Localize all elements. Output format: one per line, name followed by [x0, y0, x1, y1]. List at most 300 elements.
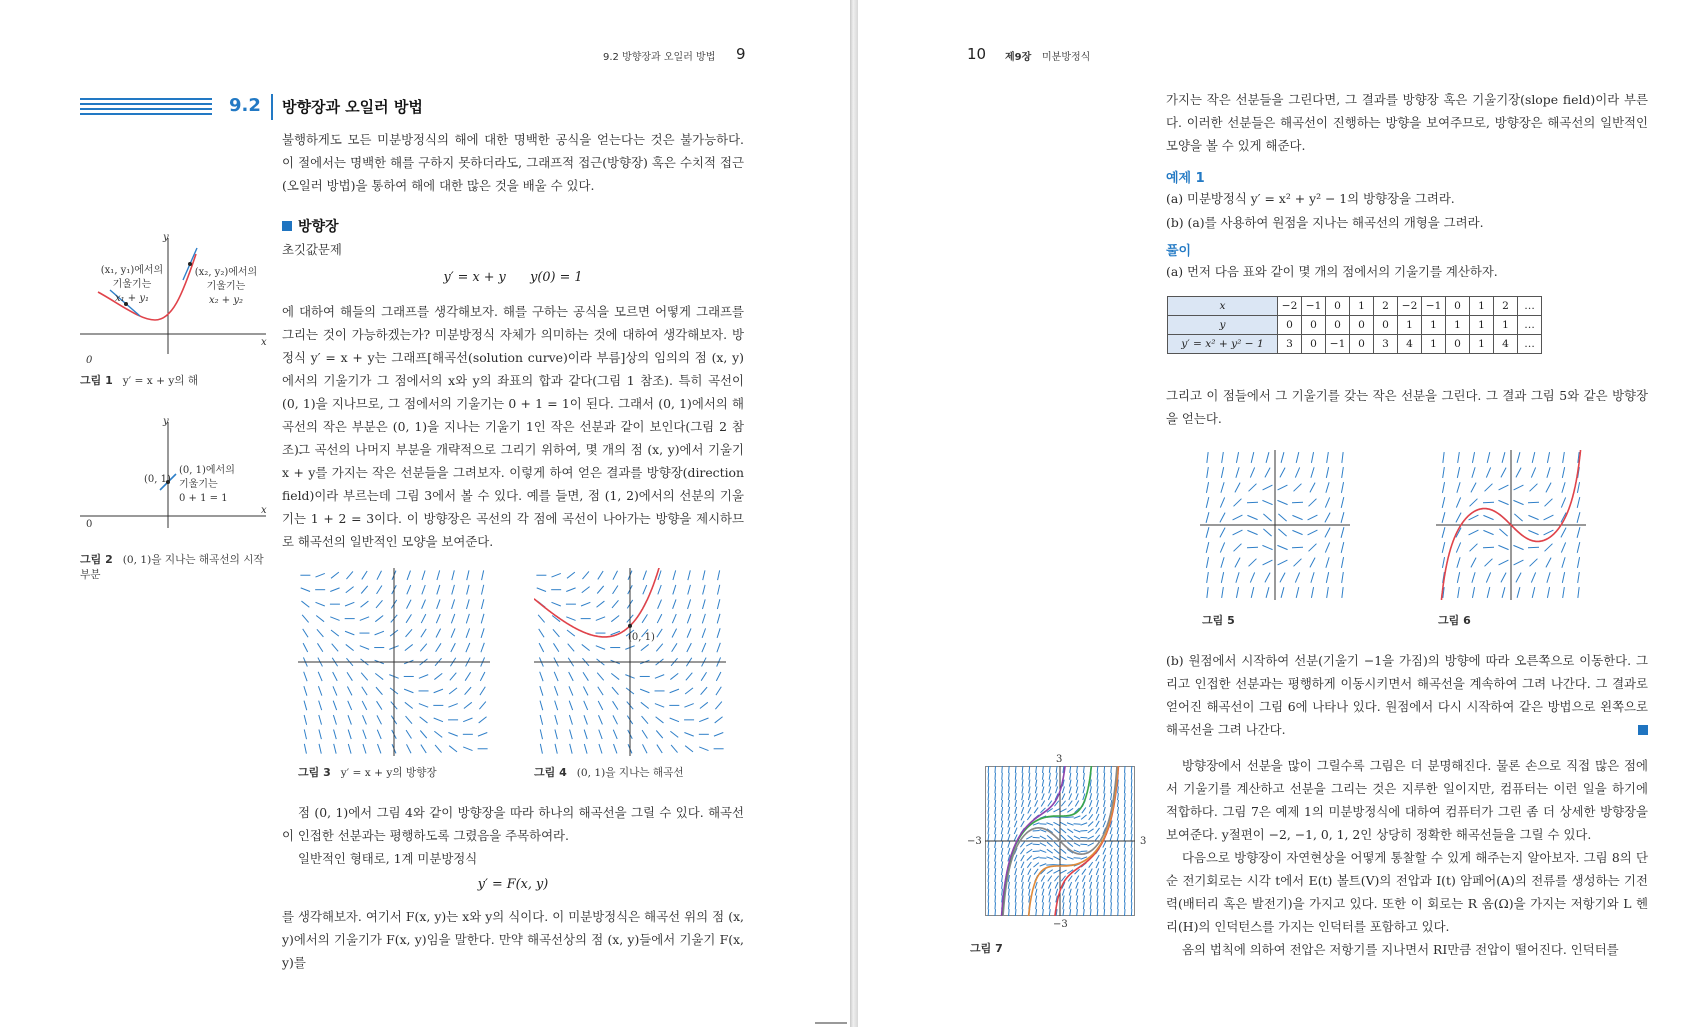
slope-segment	[1056, 780, 1058, 787]
slope-segment	[464, 702, 472, 708]
slope-segment	[422, 570, 425, 580]
slope-segment	[1486, 572, 1490, 582]
table-cell: 2	[1374, 297, 1398, 316]
slope-segment	[1577, 512, 1580, 523]
solution-part-b: (b) 원점에서 시작하여 선분(기울기 −1을 가짐)의 방향에 따라 오른쪽으로 이동한다. 그리고 인접한 선분과는 평행하게 이동시키면서 해곡선을 계속하여 그려 나간다. 그 결과로 얻어진 해곡선이 그림 6에 나타나 있다. 원점에서 다시 시작하여 같은 방법으로 왼쪽으로 해곡선을 그려 나간다.	[1166, 653, 1648, 737]
slope-segment	[1250, 572, 1254, 582]
slope-segment	[1110, 834, 1112, 841]
slope-segment	[1131, 807, 1132, 814]
slope-segment	[1514, 514, 1522, 521]
slope-segment	[1009, 909, 1010, 916]
slope-segment	[1015, 766, 1016, 773]
slope-segment	[451, 643, 456, 652]
table-cell: 0	[1326, 316, 1350, 335]
slope-segment	[1124, 807, 1125, 814]
slope-segment	[1577, 482, 1579, 493]
slope-segment	[642, 744, 647, 753]
slope-segment	[1296, 587, 1299, 598]
slope-segment	[1292, 530, 1302, 534]
slope-segment	[1472, 452, 1474, 463]
table-cell: 0	[1278, 316, 1302, 335]
slope-segment	[317, 643, 322, 651]
slope-segment	[1060, 822, 1066, 825]
slope-segment	[1118, 889, 1119, 896]
slope-segment	[1075, 800, 1079, 806]
slope-segment	[642, 730, 647, 738]
slope-segment	[1069, 793, 1072, 799]
table-cell: −1	[1422, 297, 1446, 316]
slope-segment	[1472, 572, 1475, 583]
slope-segment	[1471, 558, 1476, 568]
slope-segment	[1022, 780, 1023, 787]
slope-segment	[584, 715, 587, 724]
slope-segment	[1443, 452, 1444, 463]
slope-segment	[582, 644, 590, 650]
slope-segment	[1104, 909, 1105, 916]
slope-segment	[1076, 882, 1079, 889]
slope-segment	[1033, 857, 1040, 859]
slope-segment	[699, 747, 708, 751]
slope-segment	[348, 715, 351, 724]
slope-segment	[995, 875, 996, 882]
slope-segment	[641, 702, 649, 708]
slope-segment	[1029, 780, 1030, 787]
slope-segment	[1089, 814, 1093, 820]
slope-segment	[1131, 780, 1132, 787]
figure-2-y-axis: y	[163, 416, 169, 427]
slope-segment	[1563, 452, 1565, 463]
slope-segment	[1053, 809, 1059, 812]
slope-segment	[362, 687, 367, 695]
slope-segment	[1124, 895, 1125, 902]
slope-segment	[1041, 875, 1045, 881]
slope-segment	[1578, 572, 1580, 583]
slope-segment	[1499, 529, 1507, 536]
table-cell: 1	[1422, 316, 1446, 335]
slope-segment	[555, 715, 558, 725]
slope-segment	[1117, 807, 1118, 814]
slope-segment	[304, 744, 306, 754]
slope-segment	[361, 586, 367, 594]
slope-segment	[1021, 807, 1023, 814]
slope-segment	[1048, 876, 1052, 882]
slope-segment	[333, 715, 336, 725]
slope-segment	[540, 729, 542, 739]
slope-segment	[1021, 814, 1024, 820]
slope-segment	[1131, 848, 1132, 855]
slope-segment	[318, 686, 321, 695]
paragraph-1: 에 대하여 해들의 그래프를 생각해보자. 해를 구하는 공식을 모르면 어떻게 그래프를 그리는 것이 가능하겠는가? 미분방정식 자체가 의미하는 것에 대하여 생각해보자. 방정식 y′ = x + y는 그래프[해곡선(solution curve)이라 부름]상의 임의의 점 (x, y)에서의 기울기가 그 점에서의 x와 y의 좌표의 합과 같다(그림 1 참조). 특히 곡선이 (0, 1)을 지나므로, 그 점에서의 기울기는 0 + 1 = 1이 된다. 그래서 (0, 1)에서의 해곡선의 작은 부분은 (0, 1)을 지나는 기울기 1인 작은 선분과 같이 보인다(그림 2 참조).	[282, 304, 744, 457]
slope-segment	[1046, 857, 1053, 859]
slope-segment	[1081, 823, 1088, 825]
slope-segment	[566, 617, 575, 621]
slope-segment	[1325, 528, 1330, 538]
square-bullet-icon	[282, 221, 292, 231]
slope-segment	[1342, 467, 1344, 478]
slope-segment	[345, 631, 354, 635]
slope-segment	[1310, 483, 1315, 493]
figure-1-note-left: (x₁, y₁)에서의 기울기는 x₁ + y₁	[100, 265, 164, 304]
slope-segment	[449, 746, 457, 752]
slope-segment	[1089, 807, 1092, 813]
slope-segment	[1251, 587, 1254, 598]
slope-segment	[449, 688, 457, 694]
slope-segment	[1236, 572, 1239, 583]
slope-segment	[330, 617, 339, 621]
slope-segment	[1063, 896, 1065, 903]
slope-segment	[1514, 560, 1524, 565]
slope-segment	[348, 744, 351, 754]
slope-segment	[700, 702, 708, 708]
table-row	[1168, 316, 1542, 335]
slope-segment	[319, 701, 322, 711]
figure-7-caption: 그림 7	[970, 942, 1003, 955]
slope-segment	[1033, 851, 1040, 852]
slope-segment	[1341, 542, 1344, 553]
slope-segment	[687, 628, 691, 637]
slope-segment	[1110, 868, 1111, 875]
slope-segment	[1008, 814, 1010, 821]
figure-4-caption: 그림 4 (0, 1)을 지나는 해곡선	[534, 766, 684, 779]
table-cell: −1	[1302, 297, 1326, 316]
slope-segment	[1561, 497, 1565, 507]
slope-segment	[539, 629, 544, 637]
slope-segment	[1103, 807, 1105, 814]
slope-segment	[436, 643, 441, 651]
slope-segment	[360, 617, 369, 621]
slope-segment	[988, 786, 989, 793]
slope-segment	[1498, 545, 1508, 549]
slope-segment	[1042, 896, 1043, 903]
slope-segment	[1103, 855, 1106, 862]
slope-segment	[1015, 780, 1016, 787]
slope-segment	[584, 744, 587, 754]
figure-7-left-label: −3	[967, 836, 982, 847]
slope-segment	[1117, 848, 1119, 855]
slope-segment	[1104, 786, 1105, 793]
slope-segment	[1117, 814, 1118, 821]
slope-segment	[480, 672, 485, 681]
slope-segment	[1049, 909, 1050, 916]
slope-segment	[988, 820, 989, 827]
solution-label: 풀이	[1166, 244, 1192, 259]
slope-segment	[1096, 814, 1099, 820]
slope-segment	[1118, 895, 1119, 902]
slope-segment	[463, 747, 472, 751]
slope-segment	[1131, 841, 1132, 848]
slope-segment	[1028, 793, 1030, 800]
slope-segment	[1513, 500, 1523, 504]
slope-segment	[1047, 849, 1053, 853]
slope-segment	[1341, 482, 1343, 493]
figure-2-caption: 그림 2 (0, 1)을 지나는 해곡선의 시작 부분	[80, 553, 264, 581]
figure-3-direction-field	[298, 568, 490, 756]
slope-segment	[995, 902, 996, 909]
slope-table	[1167, 296, 1542, 354]
slope-segment	[361, 601, 369, 607]
slope-segment	[1042, 902, 1043, 909]
slope-segment	[304, 672, 307, 681]
slope-segment	[995, 848, 996, 855]
intro-paragraph: 불행하게도 모든 미분방정식의 해에 대한 명백한 공식을 얻는다는 것은 불가능하다. 이 절에서는 명백한 해를 구하지 못하더라도, 그래프적 접근(방향장) 혹은 수치적 접근(오일러 방법)을 통하여 해에 대한 많은 것을 배울 수 있다.	[282, 132, 744, 193]
slope-segment	[481, 585, 483, 595]
slope-segment	[1124, 902, 1125, 909]
paragraph-2: 그 곡선의 나머지 부분을 개략적으로 그리기 위하여, 몇 개의 점 (x, y)에서 기울기 x + y를 가지는 작은 선분들을 그려보자. 이렇게 하여 얻은 결과를 방향장(direction field)이라 부르는데 그림 3에서 볼 수 있다. 예를 들면, 점 (1, 2)에서의 선분의 기울기는 1 + 2 = 3이다. 이 방향장은 곡선의 각 점에 곡선이 나아가는 방향을 제시하므로 해곡선의 일반적인 모양을 보여준다.	[282, 442, 744, 549]
slope-segment	[360, 646, 369, 650]
slope-segment	[1002, 800, 1003, 807]
slope-segment	[1110, 855, 1112, 862]
slope-segment	[672, 643, 677, 651]
slope-segment	[1577, 542, 1580, 553]
slope-segment	[422, 585, 425, 594]
slope-segment	[1311, 452, 1313, 463]
slope-segment	[1118, 786, 1119, 793]
slope-segment	[302, 615, 308, 623]
slope-segment	[1499, 560, 1509, 565]
slope-segment	[1041, 800, 1045, 806]
slope-segment	[1077, 766, 1078, 773]
slope-segment	[1008, 848, 1010, 855]
slope-segment	[1104, 793, 1105, 800]
slope-segment	[377, 571, 382, 580]
slope-segment	[1263, 485, 1273, 490]
slope-segment	[1206, 497, 1209, 508]
slope-segment	[1014, 821, 1017, 828]
slope-segment	[406, 614, 411, 622]
slope-segment	[1486, 467, 1490, 477]
slope-segment	[1517, 587, 1520, 598]
slope-segment	[1054, 829, 1059, 833]
slope-segment	[1070, 773, 1071, 780]
slope-segment	[1457, 557, 1460, 568]
slope-segment	[1069, 896, 1071, 903]
slope-segment	[448, 704, 457, 708]
slope-segment	[452, 570, 454, 580]
slope-segment	[540, 672, 543, 681]
slope-segment	[450, 673, 456, 681]
slope-segment	[1069, 787, 1071, 794]
slope-segment	[611, 616, 619, 622]
slope-segment	[702, 614, 705, 624]
table-cell: 0	[1326, 297, 1350, 316]
slope-segment	[406, 730, 411, 738]
slope-segment	[1054, 876, 1058, 881]
slope-segment	[319, 715, 322, 725]
slope-segment	[553, 643, 558, 651]
slope-segment	[1131, 895, 1132, 902]
slope-segment	[420, 644, 426, 652]
slope-segment	[570, 744, 572, 754]
slope-segment	[1082, 807, 1086, 813]
slope-segment	[1029, 766, 1030, 773]
slope-segment	[656, 717, 664, 723]
slope-segment	[995, 793, 996, 800]
slope-segment	[1118, 909, 1119, 916]
slope-segment	[611, 673, 619, 679]
slope-segment	[304, 686, 307, 696]
slope-segment	[1074, 816, 1081, 818]
slope-segment	[1457, 572, 1459, 583]
slope-segment	[301, 601, 309, 607]
slope-segment	[1008, 780, 1009, 787]
slope-segment	[1131, 773, 1132, 780]
slope-segment	[643, 571, 646, 580]
slope-segment	[1311, 467, 1314, 478]
slope-segment	[1562, 482, 1565, 493]
slope-segment	[346, 587, 354, 593]
slope-segment	[1577, 527, 1580, 538]
slope-segment	[671, 745, 677, 753]
slope-segment	[1096, 855, 1100, 861]
slope-segment	[1295, 467, 1299, 477]
slope-segment	[1278, 514, 1286, 521]
slope-segment	[1002, 786, 1003, 793]
slope-segment	[1060, 870, 1066, 873]
slope-segment	[570, 729, 573, 739]
running-head: 9.2 방향장과 오일러 방법	[603, 52, 716, 63]
slope-segment	[1117, 882, 1118, 889]
slope-segment	[670, 718, 679, 722]
slope-segment	[1062, 889, 1064, 896]
slope-segment	[1546, 558, 1551, 568]
slope-segment	[363, 744, 366, 754]
slope-segment	[1097, 780, 1098, 787]
table-cell: 1	[1494, 316, 1518, 335]
slope-segment	[1049, 787, 1051, 794]
slope-segment	[1022, 902, 1023, 909]
slope-segment	[1083, 909, 1084, 916]
slope-segment	[995, 800, 996, 807]
slope-segment	[1327, 587, 1329, 598]
slope-segment	[718, 570, 720, 580]
table-cell: 0	[1446, 297, 1470, 316]
slope-segment	[1008, 786, 1009, 793]
slope-segment	[1263, 529, 1271, 536]
slope-segment	[1061, 849, 1066, 853]
slope-segment	[988, 889, 989, 896]
table-row-label: y	[1168, 316, 1278, 335]
slope-segment	[1029, 889, 1030, 896]
slope-segment	[1530, 559, 1538, 567]
slope-segment	[1036, 766, 1037, 773]
slope-segment	[1026, 843, 1032, 846]
slope-segment	[670, 673, 678, 679]
slope-segment	[988, 814, 989, 821]
slope-segment	[1131, 868, 1132, 875]
slope-segment	[1083, 766, 1084, 773]
slope-segment	[434, 689, 443, 693]
slope-segment	[614, 744, 617, 753]
slope-segment	[1009, 766, 1010, 773]
slope-segment	[657, 629, 662, 637]
slope-segment	[1054, 842, 1059, 847]
slope-segment	[1310, 558, 1315, 568]
figure-2-point-label: (0, 1)	[144, 474, 171, 485]
slope-segment	[1111, 766, 1112, 773]
chapter-title: 미분방정식	[1042, 52, 1091, 63]
slope-segment	[1110, 848, 1112, 855]
slope-segment	[1131, 875, 1132, 882]
slope-segment	[1026, 836, 1032, 839]
slope-segment	[1056, 773, 1057, 780]
slope-segment	[1514, 485, 1524, 490]
slope-segment	[1442, 542, 1445, 553]
slope-segment	[1117, 827, 1119, 834]
slope-segment	[481, 643, 484, 652]
slope-segment	[1046, 823, 1053, 825]
slope-segment	[995, 889, 996, 896]
slope-segment	[1531, 467, 1535, 477]
slope-segment	[1207, 587, 1208, 598]
slope-segment	[1117, 841, 1119, 848]
slope-segment	[1545, 544, 1553, 552]
slope-segment	[1021, 868, 1023, 875]
section-number: 9.2	[229, 95, 261, 116]
slope-segment	[1206, 542, 1209, 553]
slope-segment	[684, 704, 693, 708]
slope-segment	[1022, 889, 1023, 896]
slope-segment	[567, 630, 575, 636]
slope-segment	[405, 644, 413, 650]
slope-segment	[1014, 828, 1017, 834]
book-gutter	[850, 0, 858, 1027]
slope-segment	[1341, 497, 1344, 508]
slope-segment	[551, 602, 560, 606]
slope-segment	[451, 628, 455, 637]
slope-segment	[333, 686, 337, 695]
slope-segment	[1020, 842, 1024, 847]
slope-segment	[1222, 452, 1224, 463]
slope-segment	[1308, 515, 1318, 520]
slope-segment	[1076, 793, 1079, 800]
slope-segment	[1090, 902, 1091, 909]
slope-segment	[1015, 902, 1016, 909]
slope-segment	[988, 773, 989, 780]
slope-segment	[1472, 467, 1475, 478]
slope-segment	[596, 646, 605, 650]
slope-segment	[1124, 861, 1125, 868]
slope-segment	[406, 744, 411, 753]
slope-segment	[1061, 829, 1066, 833]
slope-segment	[655, 675, 664, 679]
slope-segment	[316, 616, 324, 622]
slope-segment	[1277, 545, 1287, 549]
slope-segment	[1083, 882, 1085, 889]
slope-segment	[1042, 889, 1044, 896]
slope-segment	[1027, 862, 1031, 868]
slope-segment	[1022, 786, 1023, 793]
slope-segment	[540, 744, 542, 754]
slope-segment	[1056, 889, 1058, 896]
slope-segment	[1278, 560, 1288, 565]
table-cell: …	[1518, 316, 1542, 335]
slope-segment	[612, 600, 618, 608]
slope-segment	[304, 729, 306, 739]
slope-segment	[1027, 856, 1032, 861]
slope-segment	[463, 718, 472, 722]
slope-segment	[1325, 542, 1329, 552]
slope-segment	[1124, 780, 1125, 787]
slope-segment	[1049, 780, 1051, 787]
slope-segment	[304, 701, 307, 711]
slope-segment	[1081, 815, 1086, 819]
slope-segment	[569, 715, 572, 725]
slope-segment	[702, 643, 706, 652]
ivp-label: 초깃값문제	[282, 242, 342, 257]
slope-segment	[466, 643, 470, 652]
slope-segment	[1111, 902, 1112, 909]
table-cell: 1	[1470, 316, 1494, 335]
